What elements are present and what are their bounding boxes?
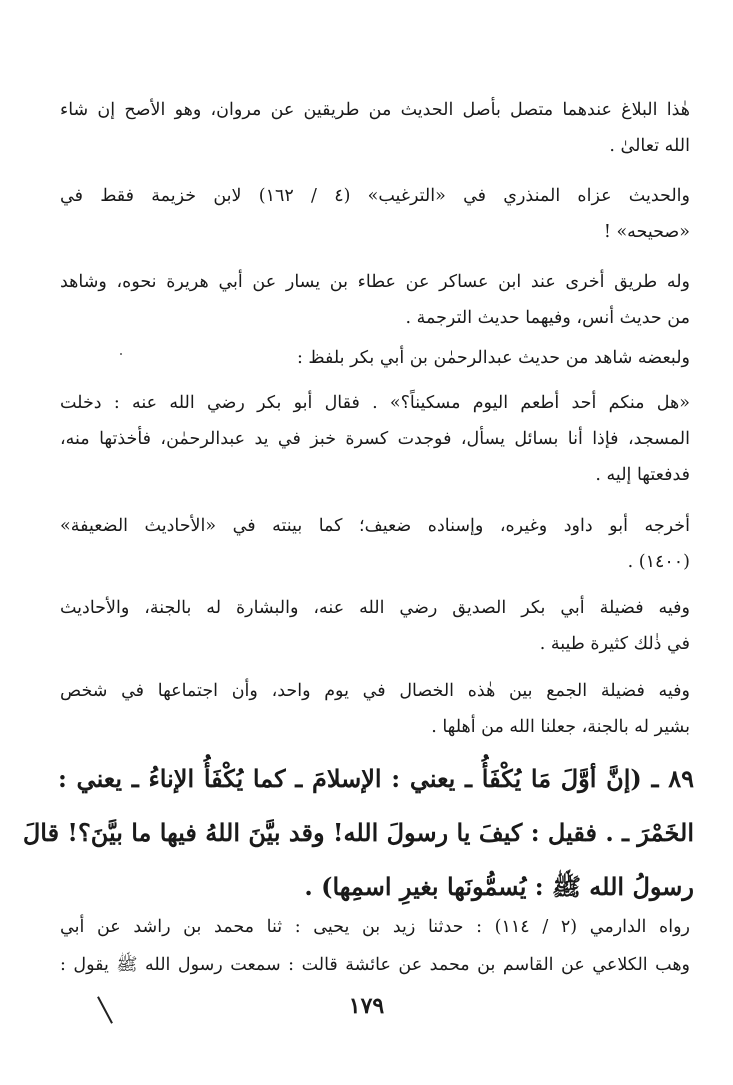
text-line: الله تعالىٰ . — [609, 136, 690, 156]
text-line: أخرجه أبو داود وغيره، وإسناده ضعيف؛ كما بينته في «الأحاديث الضعيفة» — [60, 516, 690, 536]
paragraph-3 — [60, 264, 690, 336]
text-line: «صحيحه» ! — [603, 222, 690, 242]
paragraph-7 — [60, 590, 690, 662]
paragraph-5 — [60, 385, 690, 493]
text-line: المسجد، فإذا أنا بسائل يسأل، فوجدت كسرة خبز في يد عبدالرحمٰن، فأخذتها منه، — [60, 429, 690, 449]
speck-mark — [120, 353, 122, 355]
hadith-text — [22, 752, 694, 914]
hadith-line: الخَمْرَ ـ . فقيل : كيفَ يا رسولَ الله! وقد بيَّنَ اللهُ فيها ما بيَّنَ؟! قالَ — [22, 818, 694, 847]
text-line: هٰذا البلاغ عندهما متصل بأصل الحديث من طريقين عن مروان، وهو الأصح إن شاء — [60, 100, 690, 120]
paragraph-6 — [60, 508, 690, 580]
hadith-line: ٨٩ ـ (إنَّ أوَّلَ مَا يُكْفَأُ ـ يعني : الإسلامَ ـ كما يُكْفَأُ الإناءُ ـ يعني : — [58, 764, 694, 793]
text-line: «هل منكم أحد أطعم اليوم مسكيناً؟» . فقال أبو بكر رضي الله عنه : دخلت — [60, 393, 690, 413]
text-line: في ذٰلك كثيرة طيبة . — [539, 634, 690, 654]
text-line: بشير له بالجنة، جعلنا الله من أهلها . — [431, 717, 690, 737]
text-line: وفيه فضيلة أبي بكر الصديق رضي الله عنه، والبشارة له بالجنة، والأحاديث — [60, 598, 690, 618]
text-line: والحديث عزاه المنذري في «الترغيب» (٤ / ١٦٢) لابن خزيمة فقط في — [60, 186, 690, 206]
hadith-line: رسولُ الله ﷺ : يُسمُّونَها بغيرِ اسمِها) . — [304, 872, 694, 901]
source-citation — [60, 908, 690, 984]
page-number: ١٧٩ — [348, 993, 385, 1019]
text-line: فدفعتها إليه . — [595, 465, 690, 485]
text-line: وهب الكلاعي عن القاسم بن محمد عن عائشة قالت : سمعت رسول الله ﷺ يقول : — [60, 955, 690, 975]
text-line: رواه الدارمي (٢ / ١١٤) : حدثنا زيد بن يحيى : ثنا محمد بن راشد عن أبي — [60, 917, 690, 937]
paragraph-8 — [60, 673, 690, 745]
text-line: من حديث أنس، وفيهما حديث الترجمة . — [405, 308, 690, 328]
text-line: وفيه فضيلة الجمع بين هٰذه الخصال في يوم واحد، وأن اجتماعها في شخص — [60, 681, 690, 701]
text-line: وله طريق أخرى عند ابن عساكر عن عطاء بن يسار عن أبي هريرة نحوه، وشاهد — [60, 272, 690, 292]
paragraph-1 — [60, 92, 690, 164]
text-line: (١٤٠٠) . — [627, 552, 690, 572]
text-line: ولبعضه شاهد من حديث عبدالرحمٰن بن أبي بكر بلفظ : — [296, 348, 690, 368]
paragraph-2 — [60, 178, 690, 250]
paragraph-4 — [60, 340, 690, 376]
